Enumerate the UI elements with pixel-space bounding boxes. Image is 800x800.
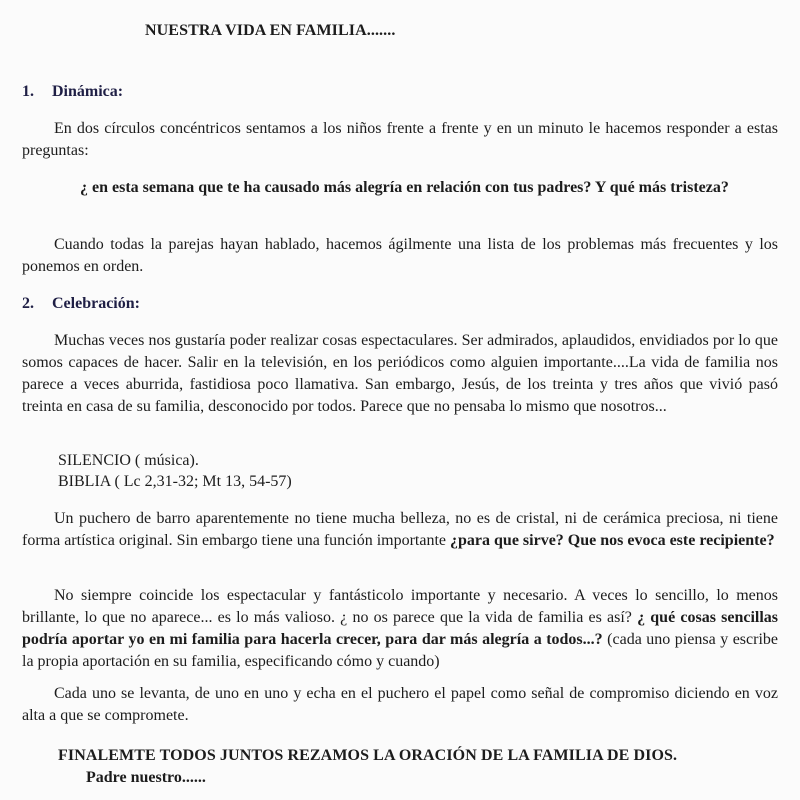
paragraph-compromiso: Cada uno se levanta, de uno en uno y echa en el puchero el papel como señal de compromiso diciendo en voz alta a que se compromete. — [22, 685, 778, 724]
section-number: 2. — [22, 295, 34, 312]
question-text: ¿ en esta semana que te ha causado más alegría en relación con tus padres? Y qué más tristeza? — [80, 179, 729, 196]
paragraph-dinamica-list: Cuando todas la parejas hayan hablado, hacemos ágilmente una lista de los problemas más frecuentes y los ponemos en orden. — [22, 236, 778, 275]
paragraph-celebracion-intro: Muchas veces nos gustaría poder realizar cosas espectaculares. Ser admirados, aplaudidos, envidiados por lo que somos capaces de hacer. Salir en la televisión, en los periódicos como alguien importante....La vida de familia nos parece a veces aburrida, fastidiosa poco llamativa. San embargo, Jesús, de los treinta y tres años que vivió pasó treinta en casa de su familia, desconocido por todos. Parece que no pensaba lo mismo que nosotros... — [22, 332, 778, 415]
closing-line: FINALEMTE TODOS JUNTOS REZAMOS LA ORACIÓN DE LA FAMILIA DE DIOS. — [58, 747, 678, 764]
section-title: Dinámica: — [52, 83, 124, 100]
paragraph-text: No siempre coincide los espectacular y fantásticolo importante y necesario. A veces lo sencillo, lo menos brillante, lo que no aparece... es lo más valioso. ¿ no os parece que la vida de familia es así? — [22, 587, 778, 626]
section-number: 1. — [22, 83, 34, 100]
paragraph-question: ¿para que sirve? Que nos evoca este recipiente? — [450, 532, 775, 549]
section-title: Celebración: — [52, 295, 140, 312]
document-title: NUESTRA VIDA EN FAMILIA....... — [145, 22, 396, 39]
section-heading-celebracion — [22, 295, 140, 313]
paragraph-question: ¿ qué cosas sencillas podría aportar yo en mi familia para hacerla crecer, para dar más alegría a todos...? — [22, 609, 778, 648]
closing-prayer: Padre nuestro...... — [86, 769, 206, 786]
paragraph-instruction: (cada uno piensa y escribe la propia aportación en su familia, especificando cómo y cuando) — [22, 631, 779, 670]
biblia-line: BIBLIA ( Lc 2,31-32; Mt 13, 54-57) — [58, 473, 292, 490]
section-heading-dinamica — [22, 83, 123, 101]
paragraph-sencillo — [22, 585, 778, 673]
paragraph-text: Un puchero de barro aparentemente no tiene mucha belleza, no es de cristal, ni de cerámica preciosa, ni tiene forma artística original. Sin embargo tiene una función importante — [22, 510, 778, 549]
paragraph-puchero — [22, 508, 778, 552]
paragraph-dinamica-intro: En dos círculos concéntricos sentamos a los niños frente a frente y en un minuto le hacemos responder a estas preguntas: — [22, 120, 778, 159]
silencio-line: SILENCIO ( música). — [58, 452, 199, 469]
